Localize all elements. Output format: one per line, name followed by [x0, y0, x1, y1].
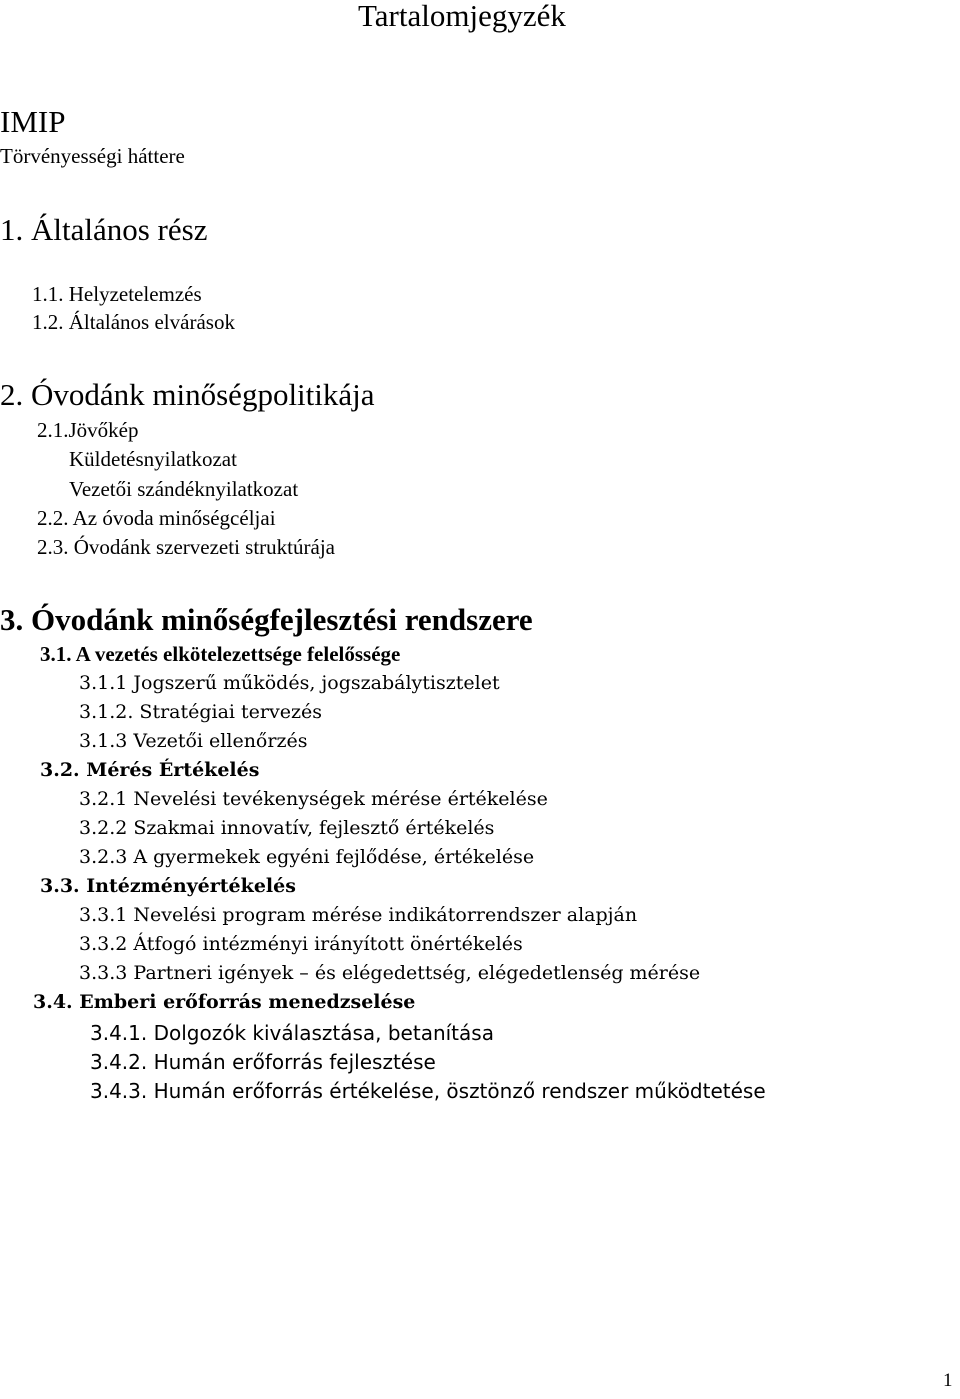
toc-entry-3-4-3: 3.4.3. Humán erőforrás értékelése, ösztönző rendszer működtetése [90, 1079, 766, 1103]
toc-entry-2-1-mission: Küldetésnyilatkozat [69, 447, 237, 471]
toc-entry-1-1: 1.1. Helyzetelemzés [32, 282, 202, 306]
toc-entry-3-4: 3.4. Emberi erőforrás menedzselése [33, 991, 416, 1013]
toc-entry-2-1-intent: Vezetői szándéknyilatkozat [69, 477, 299, 501]
legal-background-subtitle: Törvényességi háttere [0, 144, 185, 168]
toc-section-1: 1. Általános rész [0, 212, 208, 247]
toc-entry-3-3-1: 3.3.1 Nevelési program mérése indikátorrendszer alapján [79, 904, 638, 926]
toc-entry-3-1: 3.1. A vezetés elkötelezettsége felelőssége [40, 642, 401, 666]
toc-entry-3-2-3: 3.2.3 A gyermekek egyéni fejlődése, értékelése [79, 846, 535, 868]
toc-entry-3-1-1: 3.1.1 Jogszerű működés, jogszabálytisztelet [79, 672, 500, 694]
toc-entry-3-3-2: 3.3.2 Átfogó intézményi irányított önértékelés [79, 933, 523, 955]
toc-entry-2-1: 2.1.Jövőkép [37, 418, 139, 442]
page-title: Tartalomjegyzék [358, 0, 566, 33]
toc-entry-1-2: 1.2. Általános elvárások [32, 310, 235, 334]
toc-entry-2-2: 2.2. Az óvoda minőségcéljai [37, 506, 276, 530]
toc-entry-3-4-1: 3.4.1. Dolgozók kiválasztása, betanítása [90, 1021, 494, 1045]
toc-entry-3-4-2: 3.4.2. Humán erőforrás fejlesztése [90, 1050, 436, 1074]
toc-section-2: 2. Óvodánk minőségpolitikája [0, 377, 375, 412]
toc-entry-3-1-3: 3.1.3 Vezetői ellenőrzés [79, 730, 308, 752]
toc-entry-3-3: 3.3. Intézményértékelés [40, 875, 296, 897]
toc-entry-3-2-1: 3.2.1 Nevelési tevékenységek mérése értékelése [79, 788, 548, 810]
toc-section-3: 3. Óvodánk minőségfejlesztési rendszere [0, 602, 533, 637]
toc-entry-2-3: 2.3. Óvodánk szervezeti struktúrája [37, 535, 335, 559]
page-number: 1 [943, 1370, 953, 1391]
imip-heading: IMIP [0, 104, 66, 139]
toc-entry-3-1-2: 3.1.2. Stratégiai tervezés [79, 701, 322, 723]
toc-entry-3-2-2: 3.2.2 Szakmai innovatív, fejlesztő értékelés [79, 817, 495, 839]
toc-entry-3-2: 3.2. Mérés Értékelés [40, 759, 260, 781]
toc-entry-3-3-3: 3.3.3 Partneri igények – és elégedettség, elégedetlenség mérése [79, 962, 701, 984]
